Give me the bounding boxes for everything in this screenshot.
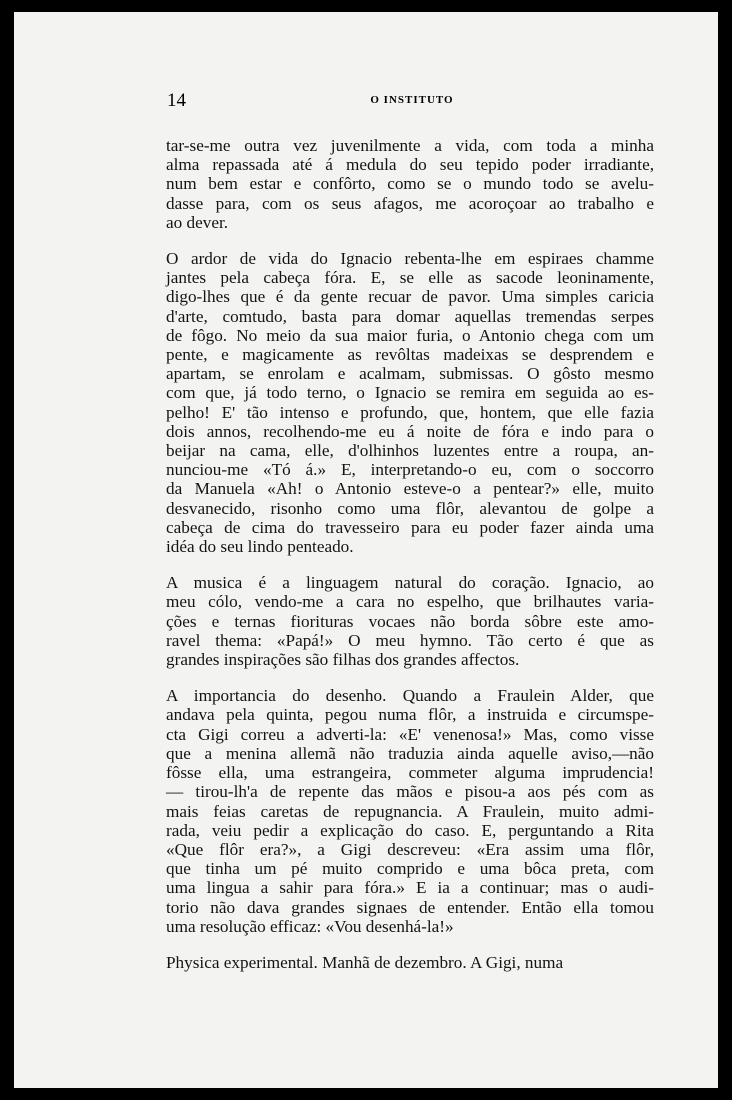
text-line: pente, e magicamente as revôltas madeixas se desprendem e	[166, 345, 654, 365]
text-line: de fôgo. No meio da sua maior furia, o Antonio chega com um	[166, 325, 654, 345]
text-line: com que, já todo terno, o Ignacio se remira em seguida ao es-	[166, 383, 654, 403]
text-line: dasse para, com os seus afagos, me acoroçoar ao trabalho e	[166, 193, 654, 213]
text-line: cta Gigi correu a adverti-la: «E' venenosa!» Mas, como visse	[166, 724, 654, 744]
text-line: tar-se-me outra vez juvenilmente a vida, com toda a minha	[166, 136, 654, 155]
paragraph	[166, 953, 654, 972]
text-line: idéa do seu lindo penteado.	[166, 537, 354, 557]
paragraph	[166, 573, 654, 669]
text-line: que tinha um pé muito comprido e uma bôca preta, com	[166, 859, 654, 879]
text-line: uma resolução efficaz: «Vou desenhá-la!»	[166, 916, 454, 936]
text-line: ao dever.	[166, 212, 229, 232]
text-line: «Que flôr era?», a Gigi descreveu: «Era assim uma flôr,	[166, 839, 654, 859]
text-line: pelho! E' tão intenso e profundo, que, hontem, que elle fazia	[166, 402, 654, 422]
text-line: da Manuela «Ah! o Antonio esteve-o a pentear?» elle, muito	[166, 479, 654, 499]
text-line: torio não dava grandes signaes de entender. Então ella tomou	[166, 897, 654, 917]
text-line: desvanecido, risonho como uma flôr, alevantou de golpe a	[166, 498, 654, 518]
paragraph	[166, 686, 654, 936]
page-number: 14	[167, 90, 186, 111]
text-line: ravel thema: «Papá!» O meu hymno. Tão certo é que as	[166, 630, 654, 650]
text-line: num bem estar e confôrto, como se o mundo todo se avelu-	[166, 174, 654, 194]
book-page	[14, 12, 718, 1088]
text-line: — tirou-lh'a de repente das mãos e pisou-a aos pés com as	[166, 782, 654, 802]
text-line: A importancia do desenho. Quando a Fraulein Alder, que	[166, 686, 654, 706]
paragraph	[166, 136, 654, 232]
page-header	[167, 90, 657, 114]
text-line: cabeça de cima do travesseiro para eu poder fazer ainda uma	[166, 517, 654, 537]
text-line: meu cólo, vendo-me a cara no espelho, que brilhautes varia-	[166, 592, 654, 612]
text-line: digo-lhes que é da gente recuar de pavor. Uma simples caricia	[166, 287, 654, 307]
text-line: A musica é a linguagem natural do coração. Ignacio, ao	[166, 573, 654, 593]
text-line: O ardor de vida do Ignacio rebenta-lhe em espiraes chamme	[166, 249, 654, 269]
paragraph	[166, 249, 654, 556]
text-line: rada, veiu pedir a explicação do caso. E, perguntando a Rita	[166, 820, 654, 840]
text-line: Physica experimental. Manhã de dezembro. A Gigi, numa	[166, 952, 564, 972]
running-head: O INSTITUTO	[370, 94, 454, 106]
text-line: mais feias caretas de repugnancia. A Fraulein, muito admi-	[166, 801, 654, 821]
text-line: grandes inspirações são filhas dos grandes affectos.	[166, 650, 520, 670]
body-text	[166, 136, 654, 989]
text-line: fôsse ella, uma estrangeira, commeter alguma imprudencia!	[166, 763, 654, 783]
text-line: andava pela quinta, pegou numa flôr, a instruida e circumspe-	[166, 705, 654, 725]
text-line: uma lingua a sahir para fóra.» E ia a continuar; mas o audi-	[166, 878, 654, 898]
text-line: beijar na cama, elle, d'olhinhos luzentes entre a roupa, an-	[166, 441, 654, 461]
text-line: jantes pela cabeça fóra. E, se elle as sacode leoninamente,	[166, 268, 654, 288]
text-line: ções e ternas fiorituras vocaes não borda sôbre este amo-	[166, 611, 654, 631]
text-line: apartam, se enrolam e acalmam, submissas. O gôsto mesmo	[166, 364, 654, 384]
text-line: que a menina allemã não traduzia ainda aquelle aviso,—não	[166, 743, 654, 763]
text-line: dois annos, recolhendo-me eu á noite de fóra e indo para o	[166, 421, 654, 441]
text-line: d'arte, comtudo, basta para domar aquellas tremendas serpes	[166, 306, 654, 326]
text-line: nunciou-me «Tó á.» E, interpretando-o eu, com o soccorro	[166, 460, 654, 480]
text-line: alma repassada até á medula do seu tepido poder irradiante,	[166, 155, 654, 175]
